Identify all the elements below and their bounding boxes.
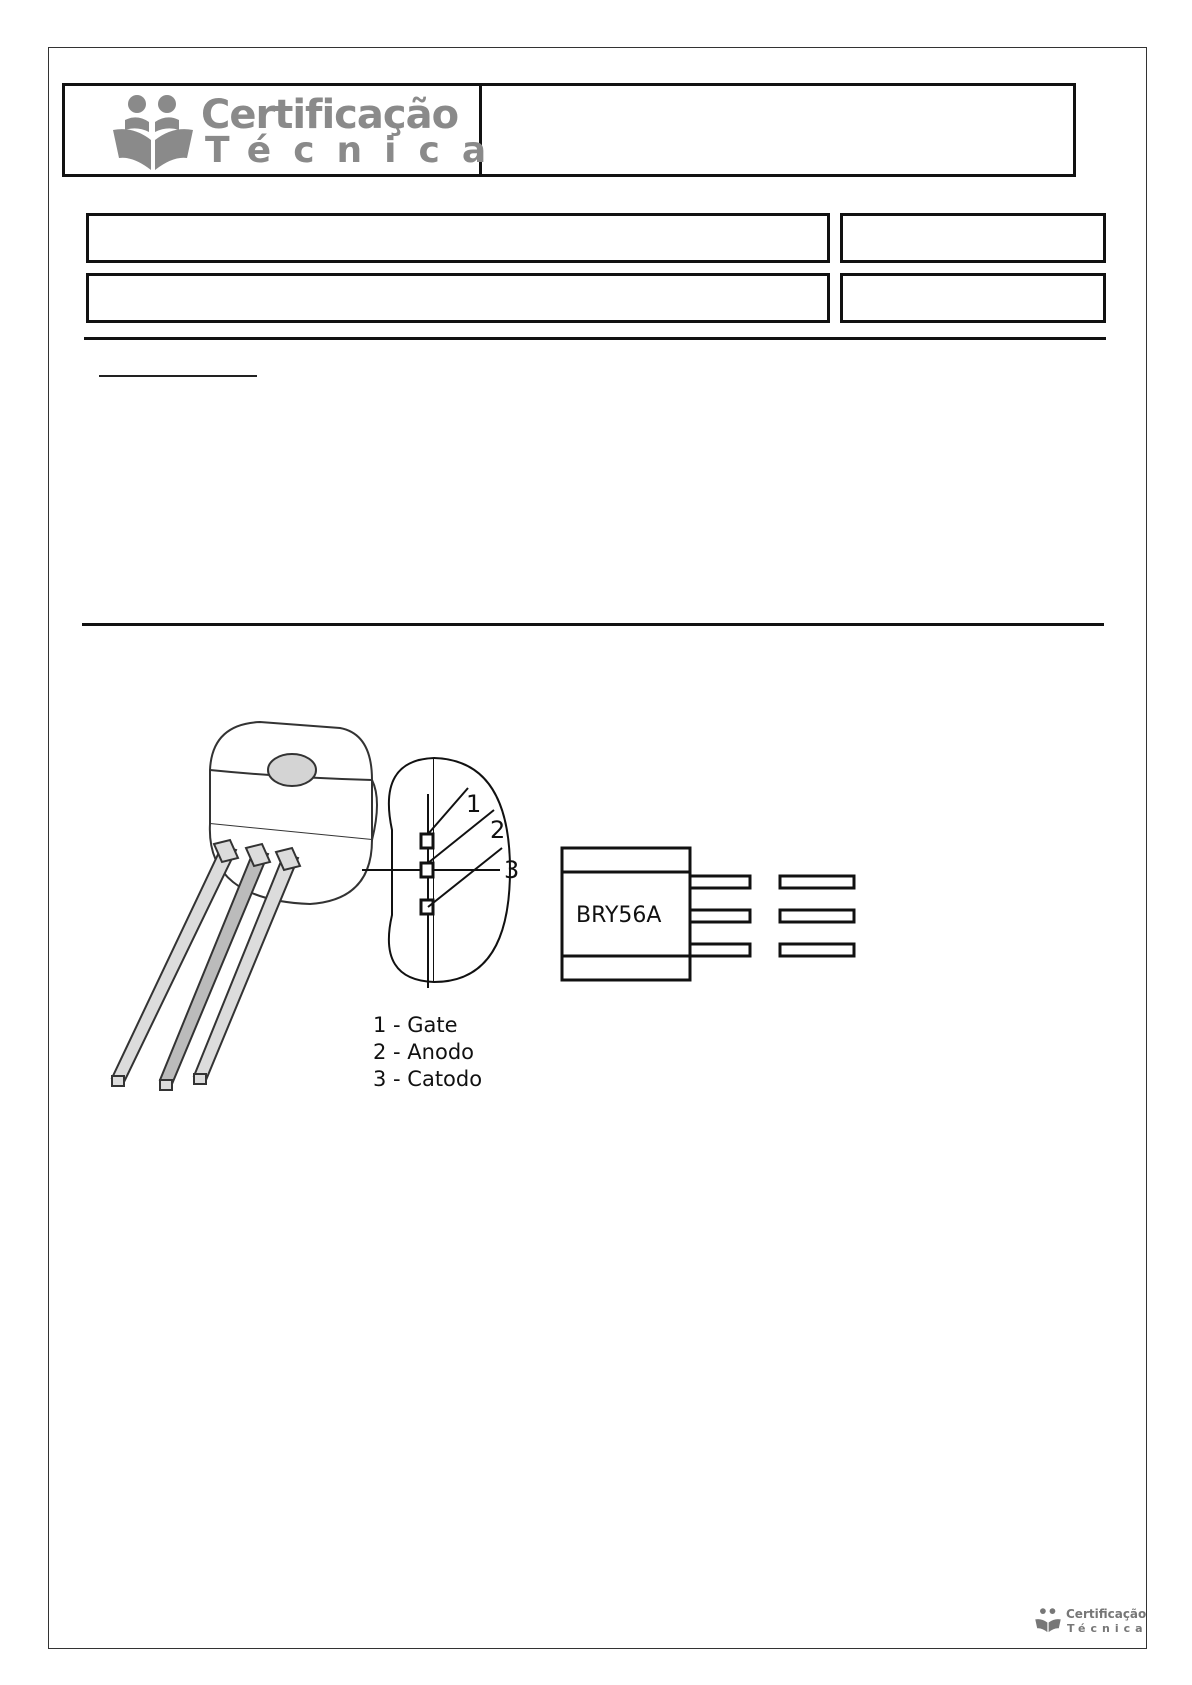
people-book-logo-icon [109, 92, 197, 172]
to92-package-drawing [112, 722, 377, 1090]
pin-legend-gate: 1 - Gate [373, 1013, 458, 1037]
header-divider [84, 337, 1106, 340]
section-divider [82, 623, 1104, 626]
footer-logo-icon [1034, 1605, 1062, 1635]
footer-brand-line1: Certificação [1066, 1607, 1147, 1621]
pin-legend [373, 1012, 482, 1093]
part-number-label: BRY56A [576, 903, 662, 928]
pin-legend-anode: 2 - Anodo [373, 1040, 474, 1064]
course-field-box [86, 273, 830, 323]
pin-legend-cathode: 3 - Catodo [373, 1067, 483, 1091]
grade-field-box [840, 273, 1106, 323]
bottom-view-pinout-drawing [362, 758, 510, 988]
pin-number-3: 3 [504, 856, 520, 884]
pin-number-2: 2 [490, 816, 506, 844]
name-field-box [86, 213, 830, 263]
header-logo-cell [65, 86, 509, 174]
footer-brand-line2: Técnica [1067, 1622, 1148, 1635]
date-field-box [840, 213, 1106, 263]
scr-package-figure [110, 700, 870, 1100]
pin-number-1: 1 [466, 790, 482, 818]
brand-name-line1: Certificação [201, 92, 459, 138]
document-header [62, 83, 1076, 177]
blank-underline [99, 375, 257, 377]
brand-name-line2: Técnica [205, 130, 509, 171]
